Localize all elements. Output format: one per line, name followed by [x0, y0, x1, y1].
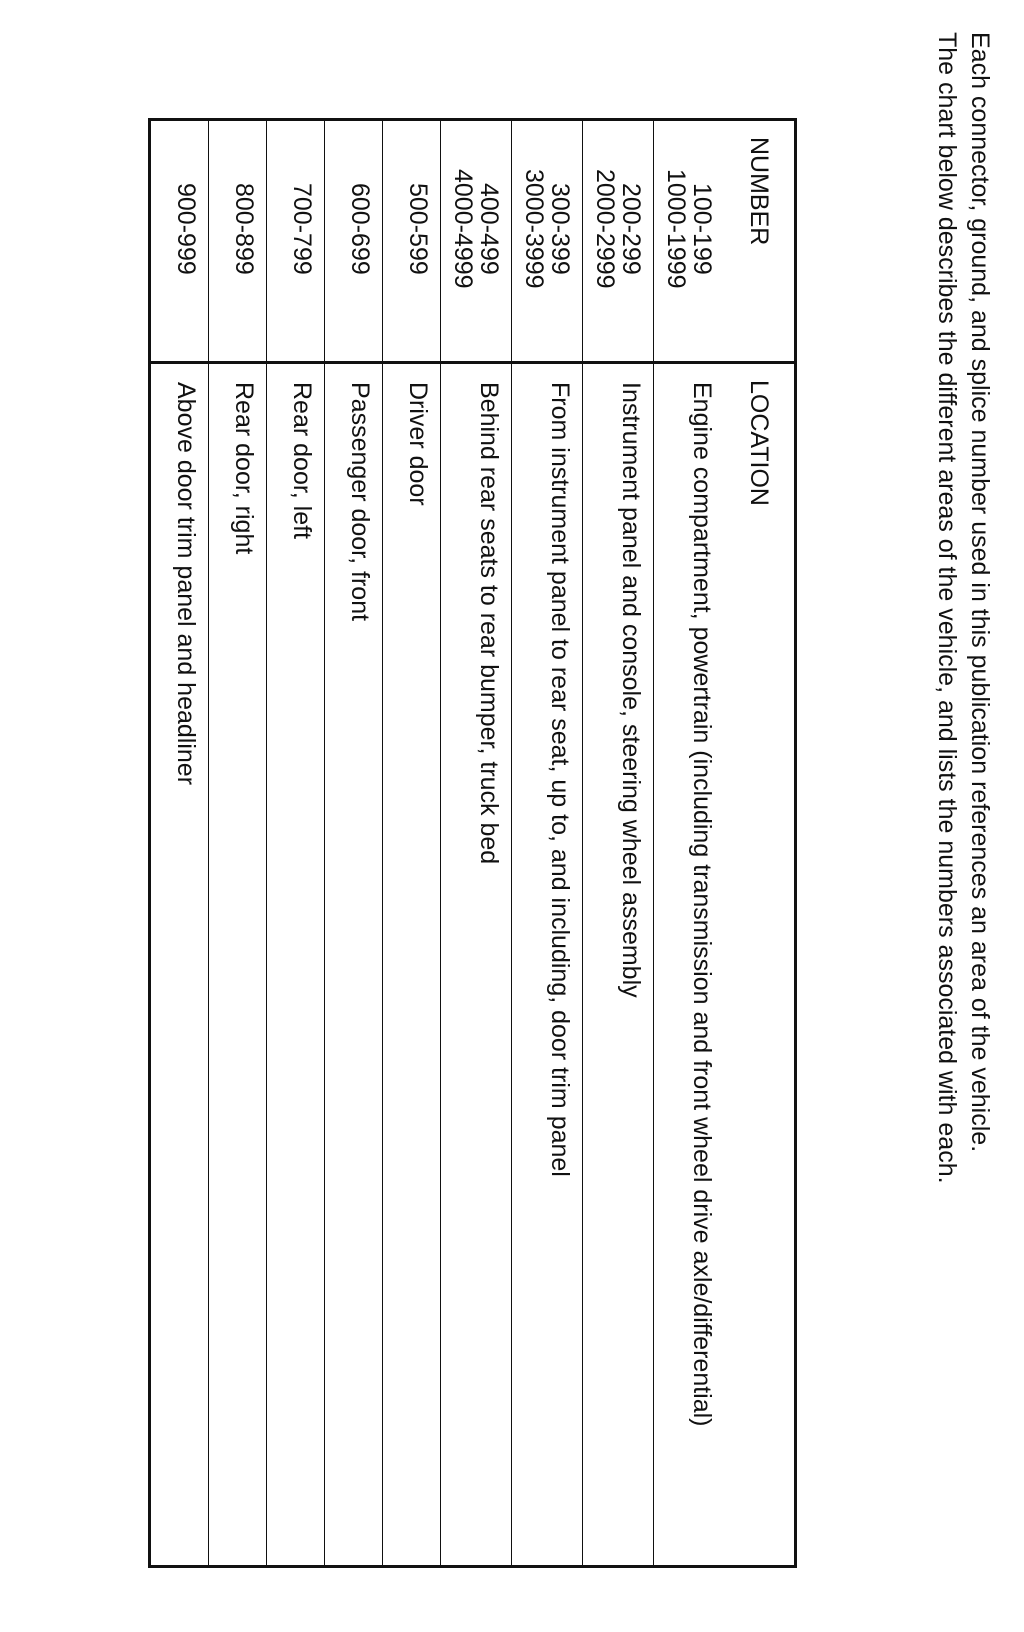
- number-cell: [441, 120, 512, 363]
- number-range: 600-699: [346, 183, 374, 275]
- number-range: 500-599: [404, 183, 432, 275]
- number-column-header: NUMBER: [724, 120, 796, 363]
- number-range: 2000-2999: [591, 169, 619, 289]
- table-row: [209, 120, 267, 1567]
- table-row: [583, 120, 654, 1567]
- number-range: 800-899: [230, 183, 258, 275]
- location-cell: Rear door, right: [230, 382, 258, 555]
- table-row: [441, 120, 512, 1567]
- location-cell: Driver door: [404, 382, 432, 506]
- number-cell: [325, 120, 383, 363]
- location-cell: Above door trim panel and headliner: [172, 382, 200, 786]
- number-cell: [583, 120, 654, 363]
- table-row: [325, 120, 383, 1567]
- number-cell: [383, 120, 441, 363]
- number-range: 400-499: [475, 183, 503, 275]
- number-cell: [150, 120, 209, 363]
- number-cell: [512, 120, 583, 363]
- table-row: [383, 120, 441, 1567]
- location-cell: Behind rear seats to rear bumper, truck bed: [475, 382, 503, 865]
- intro-line-2: The chart below describes the different areas of the vehicle, and lists the numbers associated with each.: [933, 32, 961, 1184]
- number-range: 1000-1999: [662, 169, 690, 289]
- location-cell: Passenger door, front: [346, 382, 374, 622]
- number-cell: [654, 120, 725, 363]
- location-cell: Engine compartment, powertrain (including transmission and front wheel drive axle/differential): [688, 382, 716, 1427]
- connector-number-table: [148, 118, 797, 1568]
- number-range: 300-399: [546, 183, 574, 275]
- table-row: [512, 120, 583, 1567]
- intro-text: [930, 32, 996, 1572]
- location-cell: Rear door, left: [288, 382, 316, 540]
- table-header-row: [724, 120, 796, 1567]
- number-cell: [209, 120, 267, 363]
- location-cell: From instrument panel to rear seat, up to, and including, door trim panel: [546, 382, 574, 1177]
- intro-line-1: Each connector, ground, and splice number used in this publication references an area of the vehicle.: [966, 32, 994, 1153]
- number-range: 900-999: [172, 183, 200, 275]
- table-row: [654, 120, 725, 1567]
- table-row: [267, 120, 325, 1567]
- number-range: 700-799: [288, 183, 316, 275]
- number-range: 4000-4999: [449, 169, 477, 289]
- number-range: 3000-3999: [520, 169, 548, 289]
- number-range: 100-199: [688, 183, 716, 275]
- location-column-header: LOCATION: [745, 380, 773, 506]
- number-cell: [267, 120, 325, 363]
- table-row: [150, 120, 209, 1567]
- location-cell: Instrument panel and console, steering wheel assembly: [617, 382, 645, 998]
- number-range: 200-299: [617, 183, 645, 275]
